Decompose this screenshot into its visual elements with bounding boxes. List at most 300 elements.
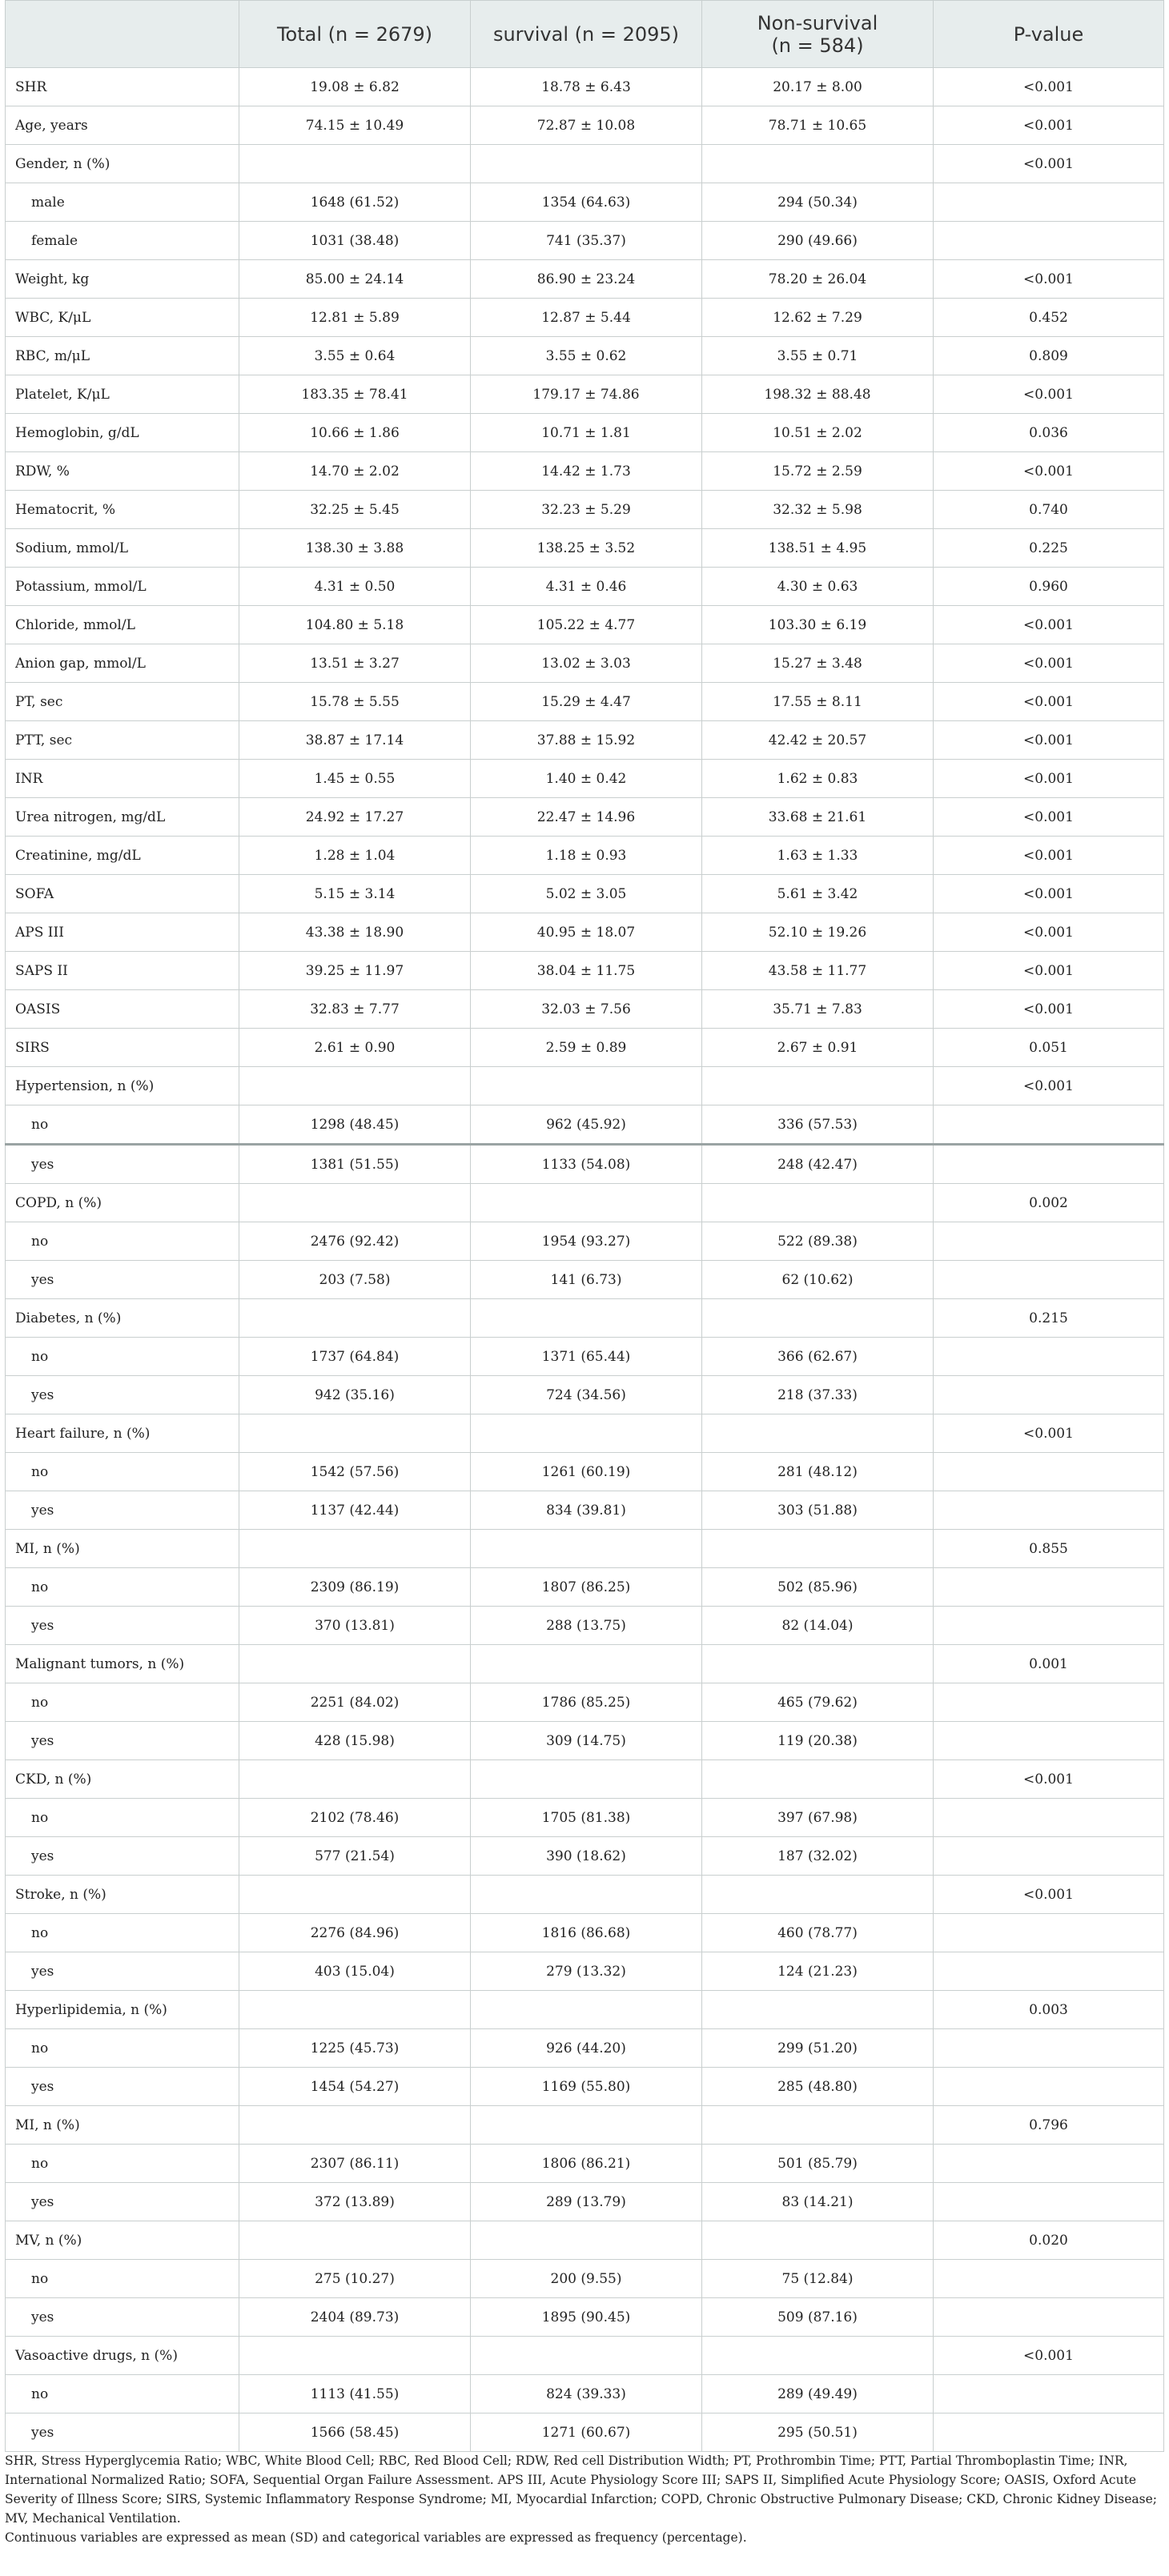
header-p-value: P-value <box>934 1 1164 68</box>
table-row <box>6 1376 1164 1414</box>
cell-variable: no <box>6 2375 239 2413</box>
cell-survival: 200 (9.55) <box>471 2260 702 2298</box>
cell-p-value: <0.001 <box>934 952 1164 990</box>
cell-p-value: 0.003 <box>934 1991 1164 2029</box>
cell-variable: Hematocrit, % <box>6 491 239 529</box>
cell-total: 1566 (58.45) <box>239 2413 471 2452</box>
cell-non-survival: 12.62 ± 7.29 <box>702 299 934 337</box>
cell-total: 85.00 ± 24.14 <box>239 260 471 299</box>
cell-non-survival: 82 (14.04) <box>702 1607 934 1645</box>
cell-variable: yes <box>6 1607 239 1645</box>
cell-survival: 18.78 ± 6.43 <box>471 68 702 106</box>
cell-total: 1737 (64.84) <box>239 1338 471 1376</box>
cell-p-value: <0.001 <box>934 683 1164 721</box>
expression-note: Continuous variables are expressed as mean (SD) and categorical variables are expressed as frequency (percentage). <box>5 2530 747 2545</box>
cell-p-value <box>934 1952 1164 1991</box>
cell-variable: no <box>6 1799 239 1837</box>
cell-non-survival: 397 (67.98) <box>702 1799 934 1837</box>
cell-non-survival <box>702 2221 934 2260</box>
cell-total: 1225 (45.73) <box>239 2029 471 2068</box>
cell-non-survival <box>702 1876 934 1914</box>
cell-survival: 390 (18.62) <box>471 1837 702 1876</box>
cell-variable: Hypertension, n (%) <box>6 1067 239 1105</box>
cell-non-survival <box>702 1991 934 2029</box>
cell-total <box>239 1760 471 1799</box>
cell-variable: Gender, n (%) <box>6 145 239 183</box>
cell-variable: INR <box>6 760 239 798</box>
cell-p-value <box>934 183 1164 222</box>
cell-p-value <box>934 2413 1164 2452</box>
cell-p-value: <0.001 <box>934 913 1164 952</box>
cell-total: 2307 (86.11) <box>239 2145 471 2183</box>
cell-p-value: <0.001 <box>934 990 1164 1029</box>
cell-non-survival: 299 (51.20) <box>702 2029 934 2068</box>
cell-variable: yes <box>6 1952 239 1991</box>
cell-non-survival: 2.67 ± 0.91 <box>702 1029 934 1067</box>
table-row <box>6 1799 1164 1837</box>
cell-p-value <box>934 222 1164 260</box>
cell-variable: Age, years <box>6 106 239 145</box>
cell-total: 4.31 ± 0.50 <box>239 568 471 606</box>
cell-variable: no <box>6 2145 239 2183</box>
cell-p-value <box>934 1491 1164 1530</box>
cell-p-value: 0.020 <box>934 2221 1164 2260</box>
table-row <box>6 606 1164 644</box>
cell-variable: no <box>6 1568 239 1607</box>
cell-non-survival: 522 (89.38) <box>702 1222 934 1261</box>
cell-non-survival: 4.30 ± 0.63 <box>702 568 934 606</box>
cell-non-survival <box>702 1760 934 1799</box>
cell-variable: yes <box>6 2183 239 2221</box>
cell-total <box>239 1876 471 1914</box>
table-row <box>6 260 1164 299</box>
table-row <box>6 1607 1164 1645</box>
table-row <box>6 568 1164 606</box>
cell-total <box>239 2106 471 2145</box>
cell-variable: Platelet, K/μL <box>6 375 239 414</box>
cell-p-value <box>934 1145 1164 1184</box>
table-row <box>6 2145 1164 2183</box>
cell-survival: 14.42 ± 1.73 <box>471 452 702 491</box>
cell-survival: 289 (13.79) <box>471 2183 702 2221</box>
table-row <box>6 337 1164 375</box>
cell-p-value <box>934 1568 1164 1607</box>
cell-survival: 32.03 ± 7.56 <box>471 990 702 1029</box>
cell-variable: yes <box>6 1376 239 1414</box>
cell-survival: 1786 (85.25) <box>471 1683 702 1722</box>
table-row <box>6 1261 1164 1299</box>
cell-survival: 3.55 ± 0.62 <box>471 337 702 375</box>
cell-non-survival <box>702 2337 934 2375</box>
cell-non-survival <box>702 1414 934 1453</box>
cell-total: 19.08 ± 6.82 <box>239 68 471 106</box>
cell-non-survival <box>702 145 934 183</box>
cell-variable: no <box>6 1105 239 1145</box>
cell-p-value: <0.001 <box>934 452 1164 491</box>
cell-p-value: 0.001 <box>934 1645 1164 1683</box>
cell-total <box>239 1530 471 1568</box>
table-row <box>6 1029 1164 1067</box>
cell-total <box>239 1184 471 1222</box>
cell-variable: WBC, K/μL <box>6 299 239 337</box>
cell-p-value: <0.001 <box>934 2337 1164 2375</box>
cell-survival: 38.04 ± 11.75 <box>471 952 702 990</box>
cell-survival: 288 (13.75) <box>471 1607 702 1645</box>
table-row <box>6 1876 1164 1914</box>
table-row <box>6 1491 1164 1530</box>
cell-non-survival: 138.51 ± 4.95 <box>702 529 934 568</box>
cell-variable: no <box>6 1222 239 1261</box>
cell-non-survival <box>702 1530 934 1568</box>
cell-survival: 72.87 ± 10.08 <box>471 106 702 145</box>
cell-variable: RBC, m/μL <box>6 337 239 375</box>
cell-non-survival: 187 (32.02) <box>702 1837 934 1876</box>
table-row <box>6 1914 1164 1952</box>
cell-total: 5.15 ± 3.14 <box>239 875 471 913</box>
cell-total: 275 (10.27) <box>239 2260 471 2298</box>
cell-total: 13.51 ± 3.27 <box>239 644 471 683</box>
cell-non-survival <box>702 1067 934 1105</box>
cell-survival: 1705 (81.38) <box>471 1799 702 1837</box>
cell-survival: 824 (39.33) <box>471 2375 702 2413</box>
table-row <box>6 375 1164 414</box>
table-row <box>6 529 1164 568</box>
table-row <box>6 1760 1164 1799</box>
cell-total: 2476 (92.42) <box>239 1222 471 1261</box>
cell-p-value: 0.225 <box>934 529 1164 568</box>
cell-total: 1031 (38.48) <box>239 222 471 260</box>
cell-total: 403 (15.04) <box>239 1952 471 1991</box>
cell-p-value: <0.001 <box>934 260 1164 299</box>
cell-non-survival: 43.58 ± 11.77 <box>702 952 934 990</box>
cell-total: 24.92 ± 17.27 <box>239 798 471 837</box>
cell-non-survival: 15.72 ± 2.59 <box>702 452 934 491</box>
cell-p-value <box>934 2183 1164 2221</box>
cell-survival <box>471 1067 702 1105</box>
cell-survival: 724 (34.56) <box>471 1376 702 1414</box>
cell-variable: SHR <box>6 68 239 106</box>
cell-variable: no <box>6 1914 239 1952</box>
table-row <box>6 1952 1164 1991</box>
cell-p-value: <0.001 <box>934 1414 1164 1453</box>
cell-total <box>239 1414 471 1453</box>
table-row <box>6 2029 1164 2068</box>
cell-survival: 138.25 ± 3.52 <box>471 529 702 568</box>
cell-total: 138.30 ± 3.88 <box>239 529 471 568</box>
table-row <box>6 2068 1164 2106</box>
cell-variable: SAPS II <box>6 952 239 990</box>
cell-variable: yes <box>6 1261 239 1299</box>
cell-survival <box>471 1299 702 1338</box>
cell-non-survival: 248 (42.47) <box>702 1145 934 1184</box>
cell-p-value: <0.001 <box>934 68 1164 106</box>
table-footnotes <box>5 2451 1163 2547</box>
cell-variable: yes <box>6 1722 239 1760</box>
table-row <box>6 145 1164 183</box>
cell-variable: Anion gap, mmol/L <box>6 644 239 683</box>
cell-variable: male <box>6 183 239 222</box>
cell-non-survival: 35.71 ± 7.83 <box>702 990 934 1029</box>
table-row <box>6 798 1164 837</box>
table-row <box>6 644 1164 683</box>
cell-total: 43.38 ± 18.90 <box>239 913 471 952</box>
cell-non-survival: 78.20 ± 26.04 <box>702 260 934 299</box>
table-row <box>6 1145 1164 1184</box>
cell-variable: Heart failure, n (%) <box>6 1414 239 1453</box>
cell-variable: no <box>6 2260 239 2298</box>
table-row <box>6 1645 1164 1683</box>
cell-survival: 741 (35.37) <box>471 222 702 260</box>
cell-total: 1648 (61.52) <box>239 183 471 222</box>
cell-total: 372 (13.89) <box>239 2183 471 2221</box>
cell-non-survival: 83 (14.21) <box>702 2183 934 2221</box>
cell-non-survival: 78.71 ± 10.65 <box>702 106 934 145</box>
cell-total: 74.15 ± 10.49 <box>239 106 471 145</box>
cell-total <box>239 1299 471 1338</box>
cell-survival: 40.95 ± 18.07 <box>471 913 702 952</box>
table-row <box>6 875 1164 913</box>
cell-survival: 10.71 ± 1.81 <box>471 414 702 452</box>
cell-survival: 37.88 ± 15.92 <box>471 721 702 760</box>
baseline-characteristics-table <box>5 0 1164 2452</box>
table-row <box>6 1837 1164 1876</box>
cell-variable: Vasoactive drugs, n (%) <box>6 2337 239 2375</box>
cell-variable: Hyperlipidemia, n (%) <box>6 1991 239 2029</box>
table-row <box>6 913 1164 952</box>
cell-p-value <box>934 1105 1164 1145</box>
table-row <box>6 1184 1164 1222</box>
cell-non-survival: 366 (62.67) <box>702 1338 934 1376</box>
cell-p-value <box>934 1722 1164 1760</box>
cell-survival <box>471 1876 702 1914</box>
table-row <box>6 721 1164 760</box>
cell-survival <box>471 2221 702 2260</box>
cell-total: 104.80 ± 5.18 <box>239 606 471 644</box>
cell-variable: no <box>6 1338 239 1376</box>
cell-p-value: <0.001 <box>934 106 1164 145</box>
cell-p-value <box>934 1914 1164 1952</box>
table-row <box>6 1453 1164 1491</box>
table-row <box>6 2375 1164 2413</box>
cell-variable: PT, sec <box>6 683 239 721</box>
cell-variable: Malignant tumors, n (%) <box>6 1645 239 1683</box>
cell-total: 1454 (54.27) <box>239 2068 471 2106</box>
cell-total: 577 (21.54) <box>239 1837 471 1876</box>
cell-p-value <box>934 1453 1164 1491</box>
cell-survival <box>471 1645 702 1683</box>
cell-variable: Hemoglobin, g/dL <box>6 414 239 452</box>
cell-total: 15.78 ± 5.55 <box>239 683 471 721</box>
table-row <box>6 2260 1164 2298</box>
cell-p-value <box>934 1683 1164 1722</box>
cell-non-survival <box>702 1299 934 1338</box>
cell-total: 32.83 ± 7.77 <box>239 990 471 1029</box>
cell-variable: SOFA <box>6 875 239 913</box>
cell-non-survival: 303 (51.88) <box>702 1491 934 1530</box>
table-row <box>6 990 1164 1029</box>
cell-total: 942 (35.16) <box>239 1376 471 1414</box>
cell-survival: 4.31 ± 0.46 <box>471 568 702 606</box>
cell-non-survival: 124 (21.23) <box>702 1952 934 1991</box>
table-row <box>6 683 1164 721</box>
cell-survival: 1.18 ± 0.93 <box>471 837 702 875</box>
cell-total: 38.87 ± 17.14 <box>239 721 471 760</box>
cell-p-value: 0.452 <box>934 299 1164 337</box>
cell-survival: 2.59 ± 0.89 <box>471 1029 702 1067</box>
cell-total <box>239 2337 471 2375</box>
cell-non-survival: 502 (85.96) <box>702 1568 934 1607</box>
cell-p-value: <0.001 <box>934 760 1164 798</box>
cell-p-value: <0.001 <box>934 875 1164 913</box>
cell-total: 183.35 ± 78.41 <box>239 375 471 414</box>
cell-variable: OASIS <box>6 990 239 1029</box>
cell-survival: 86.90 ± 23.24 <box>471 260 702 299</box>
cell-variable: CKD, n (%) <box>6 1760 239 1799</box>
cell-variable: PTT, sec <box>6 721 239 760</box>
cell-total: 14.70 ± 2.02 <box>239 452 471 491</box>
cell-total: 32.25 ± 5.45 <box>239 491 471 529</box>
cell-survival: 1954 (93.27) <box>471 1222 702 1261</box>
cell-total: 2.61 ± 0.90 <box>239 1029 471 1067</box>
cell-survival: 309 (14.75) <box>471 1722 702 1760</box>
cell-survival: 179.17 ± 74.86 <box>471 375 702 414</box>
cell-p-value <box>934 1799 1164 1837</box>
cell-survival <box>471 1414 702 1453</box>
cell-total: 1381 (51.55) <box>239 1145 471 1184</box>
cell-total: 370 (13.81) <box>239 1607 471 1645</box>
cell-p-value <box>934 1607 1164 1645</box>
cell-total: 2276 (84.96) <box>239 1914 471 1952</box>
cell-non-survival: 103.30 ± 6.19 <box>702 606 934 644</box>
cell-p-value: <0.001 <box>934 798 1164 837</box>
cell-survival: 1133 (54.08) <box>471 1145 702 1184</box>
cell-total: 1137 (42.44) <box>239 1491 471 1530</box>
table-row <box>6 952 1164 990</box>
cell-p-value: 0.960 <box>934 568 1164 606</box>
table-row <box>6 1722 1164 1760</box>
table-body <box>6 68 1164 2452</box>
cell-survival: 1806 (86.21) <box>471 2145 702 2183</box>
cell-non-survival: 218 (37.33) <box>702 1376 934 1414</box>
cell-variable: MI, n (%) <box>6 1530 239 1568</box>
cell-total: 428 (15.98) <box>239 1722 471 1760</box>
table-row <box>6 2337 1164 2375</box>
cell-variable: yes <box>6 2413 239 2452</box>
cell-non-survival <box>702 2106 934 2145</box>
cell-non-survival: 465 (79.62) <box>702 1683 934 1722</box>
cell-p-value: <0.001 <box>934 145 1164 183</box>
cell-variable: yes <box>6 2298 239 2337</box>
cell-total: 1298 (48.45) <box>239 1105 471 1145</box>
cell-total <box>239 1067 471 1105</box>
cell-total: 1.45 ± 0.55 <box>239 760 471 798</box>
cell-non-survival: 119 (20.38) <box>702 1722 934 1760</box>
cell-p-value: 0.036 <box>934 414 1164 452</box>
cell-survival: 1807 (86.25) <box>471 1568 702 1607</box>
cell-p-value <box>934 2260 1164 2298</box>
table-row <box>6 760 1164 798</box>
table-row <box>6 1683 1164 1722</box>
cell-variable: no <box>6 1453 239 1491</box>
cell-variable: Potassium, mmol/L <box>6 568 239 606</box>
cell-survival <box>471 1184 702 1222</box>
cell-non-survival: 289 (49.49) <box>702 2375 934 2413</box>
table-row <box>6 2413 1164 2452</box>
header-survival: survival (n = 2095) <box>471 1 702 68</box>
table-row <box>6 1568 1164 1607</box>
cell-p-value: <0.001 <box>934 721 1164 760</box>
cell-survival: 1271 (60.67) <box>471 2413 702 2452</box>
cell-non-survival <box>702 1184 934 1222</box>
cell-survival <box>471 145 702 183</box>
cell-p-value <box>934 1376 1164 1414</box>
cell-non-survival: 15.27 ± 3.48 <box>702 644 934 683</box>
cell-total: 1.28 ± 1.04 <box>239 837 471 875</box>
cell-survival: 32.23 ± 5.29 <box>471 491 702 529</box>
cell-variable: RDW, % <box>6 452 239 491</box>
table-row <box>6 68 1164 106</box>
cell-non-survival: 295 (50.51) <box>702 2413 934 2452</box>
cell-variable: yes <box>6 1145 239 1184</box>
cell-non-survival: 460 (78.77) <box>702 1914 934 1952</box>
table-row <box>6 1222 1164 1261</box>
cell-variable: COPD, n (%) <box>6 1184 239 1222</box>
cell-total: 2309 (86.19) <box>239 1568 471 1607</box>
cell-survival: 926 (44.20) <box>471 2029 702 2068</box>
cell-variable: SIRS <box>6 1029 239 1067</box>
cell-p-value <box>934 2145 1164 2183</box>
table-row <box>6 414 1164 452</box>
cell-survival: 1.40 ± 0.42 <box>471 760 702 798</box>
cell-non-survival: 3.55 ± 0.71 <box>702 337 934 375</box>
table-row <box>6 1414 1164 1453</box>
header-variable <box>6 1 239 68</box>
cell-p-value: <0.001 <box>934 1067 1164 1105</box>
cell-survival: 22.47 ± 14.96 <box>471 798 702 837</box>
table-row <box>6 299 1164 337</box>
cell-survival: 1816 (86.68) <box>471 1914 702 1952</box>
cell-total: 1113 (41.55) <box>239 2375 471 2413</box>
cell-non-survival: 33.68 ± 21.61 <box>702 798 934 837</box>
cell-p-value: 0.740 <box>934 491 1164 529</box>
cell-survival <box>471 1530 702 1568</box>
cell-non-survival: 1.62 ± 0.83 <box>702 760 934 798</box>
cell-survival: 141 (6.73) <box>471 1261 702 1299</box>
cell-non-survival: 10.51 ± 2.02 <box>702 414 934 452</box>
header-non-survival: Non-survival (n = 584) <box>702 1 934 68</box>
cell-p-value <box>934 1261 1164 1299</box>
abbreviations-note: SHR, Stress Hyperglycemia Ratio; WBC, White Blood Cell; RBC, Red Blood Cell; RDW, Red cell Distribution Width; PT, Prothrombin Time; PTT, Partial Thromboplastin Time; INR, International Normalized Ratio; SOFA, Sequential Organ Failure Assessment. APS III, Acute Physiology Score III; SAPS II, Simplified Acute Physiology Score; OASIS, Oxford Acute Severity of Illness Score; SIRS, Systemic Inflammatory Response Syndrome; MI, Myocardial Infarction; COPD, Chronic Obstructive Pulmonary Disease; CKD, Chronic Kidney Disease; MV, Mechanical Ventilation. <box>5 2454 1158 2526</box>
cell-non-survival <box>702 1645 934 1683</box>
cell-variable: no <box>6 1683 239 1722</box>
cell-total: 1542 (57.56) <box>239 1453 471 1491</box>
cell-survival: 962 (45.92) <box>471 1105 702 1145</box>
cell-non-survival: 20.17 ± 8.00 <box>702 68 934 106</box>
cell-non-survival: 285 (48.80) <box>702 2068 934 2106</box>
cell-p-value <box>934 2068 1164 2106</box>
table-row <box>6 837 1164 875</box>
cell-p-value: <0.001 <box>934 644 1164 683</box>
cell-total: 39.25 ± 11.97 <box>239 952 471 990</box>
cell-p-value: 0.215 <box>934 1299 1164 1338</box>
cell-total: 203 (7.58) <box>239 1261 471 1299</box>
table-row <box>6 1338 1164 1376</box>
cell-total <box>239 1991 471 2029</box>
cell-total <box>239 1645 471 1683</box>
cell-variable: Diabetes, n (%) <box>6 1299 239 1338</box>
cell-non-survival: 198.32 ± 88.48 <box>702 375 934 414</box>
table-row <box>6 1299 1164 1338</box>
